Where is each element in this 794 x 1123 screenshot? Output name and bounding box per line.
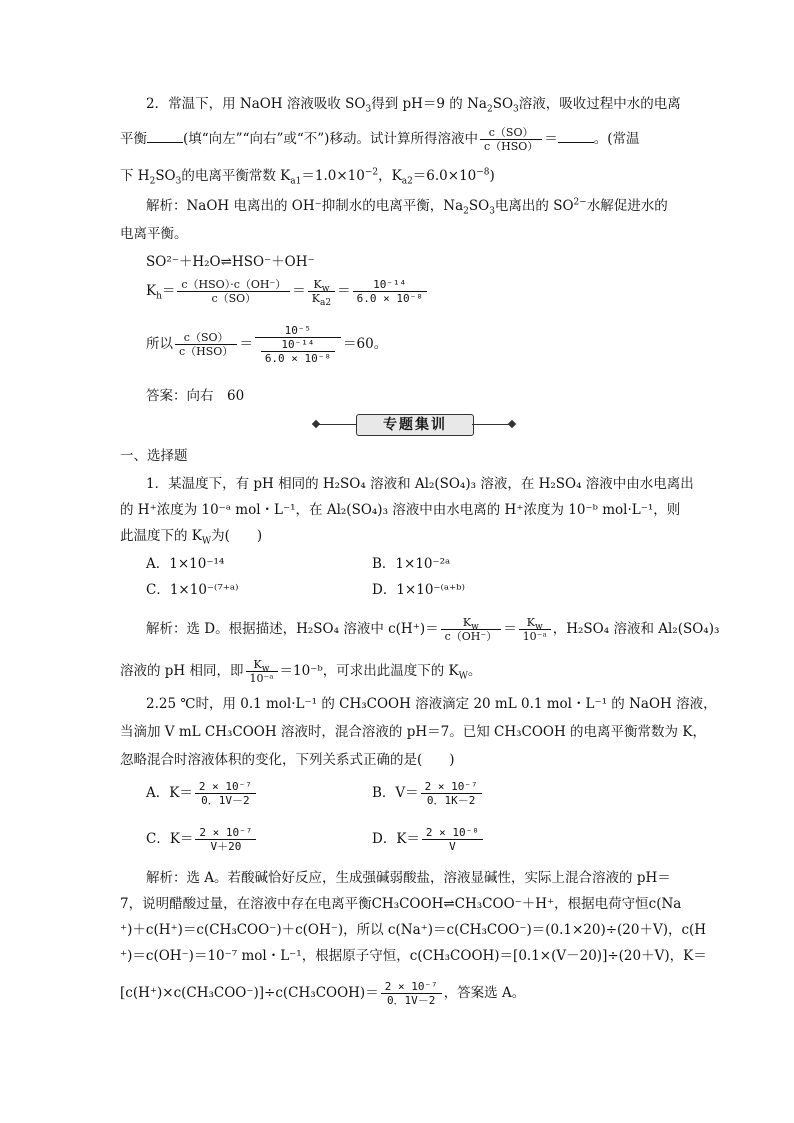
mc2-line-1: [146, 694, 717, 714]
fraction-denominator: 10⁻ᵃ: [246, 671, 278, 685]
fraction: [381, 980, 442, 1007]
option-label: B．V＝: [372, 785, 419, 801]
fraction-numerator: 2 × 10⁻⁸: [425, 826, 479, 839]
option-label: D．K＝: [372, 831, 420, 847]
compound-fraction: [255, 324, 341, 365]
fraction: [519, 616, 551, 643]
mc1-option-d[interactable]: [372, 580, 465, 600]
q2-text: 2．常温下，用 NaOH 溶液吸收 SO: [146, 96, 366, 112]
mc2-analysis-line-4: [120, 946, 707, 966]
q2-text: 溶液，吸收过程中水的电离: [518, 96, 681, 112]
mc1-text: 为( ): [211, 528, 263, 544]
banner-rule-left: [316, 424, 356, 425]
analysis-text: ⁺)＋c(H⁺)＝c(CH₃COO⁻)＋c(OH⁻)，所以 c(Na⁺)＝c(CH₃COO⁻)＝(0.1×20)÷(20＋V)，c(H: [120, 922, 707, 938]
fraction-numerator: $K_w$: [253, 658, 270, 675]
fraction-denominator: $K_{a2}$: [308, 291, 335, 305]
option-label: C．1×10⁻⁽⁷⁺ᵃ⁾: [146, 582, 239, 598]
mc1-option-c[interactable]: [146, 580, 238, 600]
mc1-text: 此温度下的 K: [120, 528, 202, 544]
analysis-text: ＝60。: [343, 336, 388, 352]
analysis-text: ，H₂SO₄ 溶液和 Al₂(SO₄)₃: [552, 621, 720, 637]
q2-text: 下 H: [120, 168, 150, 184]
fraction: [246, 658, 278, 685]
q2-text: 。(常温: [593, 131, 640, 147]
fraction-denominator: 0．1V－2: [195, 793, 256, 807]
mc2-analysis-line-2: [120, 894, 681, 914]
fraction: [175, 331, 237, 358]
mc1-line-2: [120, 500, 680, 520]
equation-text: SO²⁻＋H₂O⇌HSO⁻＋OH⁻: [146, 254, 315, 270]
fraction-numerator: c（SO）: [183, 331, 229, 344]
analysis-line-2: [120, 224, 188, 244]
mc2-analysis-line-5: [120, 980, 525, 1007]
kw-symbol: K: [253, 658, 262, 671]
analysis-text: 。: [467, 663, 482, 679]
kw-symbol: K: [462, 616, 472, 629]
fraction: [353, 278, 427, 305]
fraction: [195, 780, 256, 807]
mc2-option-a[interactable]: [146, 780, 258, 807]
banner-dot-left: [312, 420, 320, 428]
fraction: [421, 780, 482, 807]
fraction-denominator: 6.0 × 10⁻⁸: [261, 351, 335, 365]
analysis-text: ＝10⁻ᵇ，可求出此温度下的 K: [279, 663, 459, 679]
fraction: [441, 616, 502, 643]
mc2-analysis-line-1: [146, 868, 671, 888]
answer-blank[interactable]: [147, 128, 183, 143]
section-heading: 一、选择题: [120, 448, 188, 464]
fraction-denominator: 10⁻ᵃ: [519, 629, 551, 643]
fraction-denominator: 6.0 × 10⁻⁸: [353, 291, 427, 305]
mc2-text: 忽略混合时溶液体积的变化，下列关系式正确的是( ): [120, 752, 455, 768]
option-label: A．K＝: [146, 785, 193, 801]
mc2-line-3: [120, 750, 455, 770]
analysis-text: 解析：NaOH 电离出的 OH⁻抑制水的电离平衡，Na: [146, 198, 464, 214]
option-label: A．1×10⁻¹⁴: [146, 556, 225, 572]
analysis-text: 电离出的 SO: [494, 198, 574, 214]
fraction-denominator: c（OH⁻）: [441, 629, 502, 643]
fraction-numerator: 2 × 10⁻⁷: [384, 980, 438, 993]
banner-title: 专题集训: [356, 414, 474, 436]
analysis-text: ，答案选 A。: [443, 985, 526, 1001]
option-label: C．K＝: [146, 831, 194, 847]
fraction: [422, 826, 483, 853]
q2-text: 得到 pH＝9 的 Na: [371, 96, 487, 112]
option-label: D．1×10⁻⁽ᵃ⁺ᵇ⁾: [372, 582, 465, 598]
mc2-text: 2.25 ℃时，用 0.1 mol·L⁻¹ 的 CH₃COOH 溶液滴定 20 mL 0.1 mol・L⁻¹ 的 NaOH 溶液，: [146, 696, 717, 712]
mc2-analysis-line-3: [120, 920, 706, 940]
q2-text: (填“向左”“向右”或“不”)移动。试计算所得溶液中: [183, 131, 478, 147]
mc2-option-c[interactable]: [146, 826, 258, 853]
analysis-text: 7，说明醋酸过量，在溶液中存在电离平衡CH₃COOH⇌CH₃COO⁻＋H⁺，根据电荷守恒c(Na: [120, 896, 682, 912]
fraction-denominator: 0．1V－2: [381, 993, 442, 1007]
fraction-denominator: V: [422, 839, 483, 853]
option-label: B．1×10⁻²ᵃ: [372, 556, 451, 572]
fraction-numerator: c（SO）: [488, 126, 534, 139]
banner-rule-right: [472, 424, 512, 425]
inner-fraction: [261, 338, 335, 365]
kw-symbol: K: [526, 616, 535, 629]
fraction-numerator: 2 × 10⁻⁷: [198, 780, 252, 793]
mc1-text: 1．某温度下，有 pH 相同的 H₂SO₄ 溶液和 Al₂(SO₄)₃ 溶液，在 H₂SO₄ 溶液中由水电离出: [146, 476, 694, 492]
mc1-line-3: 此温度下的 $K_W$为( ): [120, 528, 263, 547]
mc1-text: 的 H⁺浓度为 10⁻ᵃ mol・L⁻¹，在 Al₂(SO₄)₃ 溶液中由水电离的 H⁺浓度为 10⁻ᵇ mol·L⁻¹，则: [120, 502, 681, 518]
mc1-analysis-line-1: [146, 616, 719, 643]
mc2-option-d[interactable]: [372, 826, 485, 853]
fraction-numerator: $K_w$: [462, 616, 479, 633]
fraction-denominator: [255, 337, 341, 365]
mc1-option-b[interactable]: [372, 554, 450, 574]
fraction-numerator: 2 × 10⁻⁷: [424, 780, 478, 793]
q2-text: 平衡: [120, 131, 147, 147]
fraction-numerator: 10⁻¹⁴: [373, 278, 407, 291]
mc2-line-2: [120, 722, 706, 742]
answer-blank[interactable]: [558, 128, 594, 143]
q2-line-3: 下 $H_2SO_3$的电离平衡常数 $K_{a1}=1.0\times 10^{-2}$，$K_{a2}=6.0\times 10^{-8}$): [120, 167, 495, 187]
answer-line: [146, 386, 244, 406]
analysis-text: 解析：选 A。若酸碱恰好反应，生成强碱弱酸盐，溶液显碱性，实际上混合溶液的 pH＝: [146, 870, 671, 886]
mc1-option-a[interactable]: [146, 554, 224, 574]
analysis-text: SO: [468, 198, 490, 214]
answer-text: 答案：向右 60: [146, 388, 245, 404]
analysis-line-1: 解析：NaOH 电离出的 OH⁻抑制水的电离平衡，$Na_2SO_3$电离出的 $SO^{2-}$水解促进水的: [146, 197, 668, 217]
ratio-expression: 所以 $\frac{c(SO)}{\text{c（HSO）}}$ ＝ $\frac{\text{10⁻⁵}}{\frac{\text{10⁻¹⁴}}{\text{6.0 × 10⁻⁸}}}$ ＝60。: [146, 324, 388, 365]
section-title: [120, 446, 188, 466]
fraction-denominator: c（HSO）: [175, 344, 237, 358]
mc2-option-b[interactable]: [372, 780, 484, 807]
q2-text: ): [489, 168, 495, 184]
fraction-numerator: 10⁻¹⁴: [281, 338, 315, 351]
fraction-denominator: V＋20: [195, 839, 256, 853]
analysis-text: 水解促进水的: [586, 198, 668, 214]
analysis-text: 解析：选 D。根据描述，H₂SO₄ 溶液中 c(H⁺)＝: [146, 621, 439, 637]
fraction-denominator: c（HSO）: [480, 139, 542, 153]
fraction: [308, 278, 335, 309]
q2-text: 的电离平衡常数 K: [181, 168, 291, 184]
ka-symbol: K: [311, 292, 320, 305]
fraction-numerator: $K_w$: [526, 616, 543, 633]
mc2-text: 当滴加 V mL CH₃COOH 溶液时，混合溶液的 pH＝7。已知 CH₃COOH 的电离平衡常数为 K，: [120, 724, 706, 740]
q2-text: ＝6.0×10: [412, 168, 477, 184]
q2-text: ＝1.0×10: [301, 168, 365, 184]
q2-line-1: 2．常温下，用 NaOH 溶液吸收 $SO_3$得到 pH＝9 的 $Na_2SO_3$溶液，吸收过程中水的电离: [146, 96, 681, 115]
kh-expression: $K_h=$ $\frac{\text{c（HSO）·c（OH⁻）}}{c(SO)}$ ＝ $\frac{K_w}{K_{a2}}$ ＝ $\frac{\text{10⁻¹⁴}}{\text{6.0 × 10⁻⁸}}$: [146, 278, 429, 305]
q2-text: ，K: [378, 168, 402, 184]
mc1-line-1: [146, 474, 694, 494]
kh-symbol: K: [146, 283, 157, 299]
fraction-numerator: 10⁻⁵: [284, 324, 312, 337]
mc1-analysis-line-2: 溶液的 pH 相同，即 $\frac{K_w}{\text{10⁻ᵃ}}$ ＝10⁻ᵇ，可求出此温度下的 $K_W$。: [120, 658, 482, 685]
fraction-numerator: c（HSO）·c（OH⁻）: [181, 278, 287, 291]
fraction-denominator: c（SO）: [177, 291, 290, 305]
analysis-text: ⁺)＝c(OH⁻)＝10⁻⁷ mol・L⁻¹，根据原子守恒，c(CH₃COOH)＝[0.1×(V－20)]÷(20＋V)，K＝: [120, 948, 707, 964]
banner-dot-right: [508, 420, 516, 428]
analysis-text: 溶液的 pH 相同，即: [120, 663, 244, 679]
fraction-numerator: $K_w$: [313, 278, 330, 295]
kw-symbol: K: [313, 278, 322, 291]
analysis-text: 所以: [146, 336, 173, 352]
analysis-text: [c(H⁺)×c(CH₃COO⁻)]÷c(CH₃COOH)＝: [120, 985, 379, 1001]
q2-line-2: [120, 126, 640, 153]
fraction: [195, 826, 256, 853]
fraction: [177, 278, 290, 305]
section-banner: [316, 414, 512, 436]
fraction-numerator: 2 × 10⁻⁷: [199, 826, 253, 839]
fraction: [480, 126, 542, 153]
analysis-text: ＝: [503, 621, 517, 637]
hydrolysis-equation: [146, 252, 315, 272]
q2-text: ＝: [544, 131, 558, 147]
analysis-text: 电离平衡。: [120, 226, 188, 242]
fraction-denominator: 0．1K－2: [421, 793, 482, 807]
q2-text: SO: [155, 168, 176, 184]
